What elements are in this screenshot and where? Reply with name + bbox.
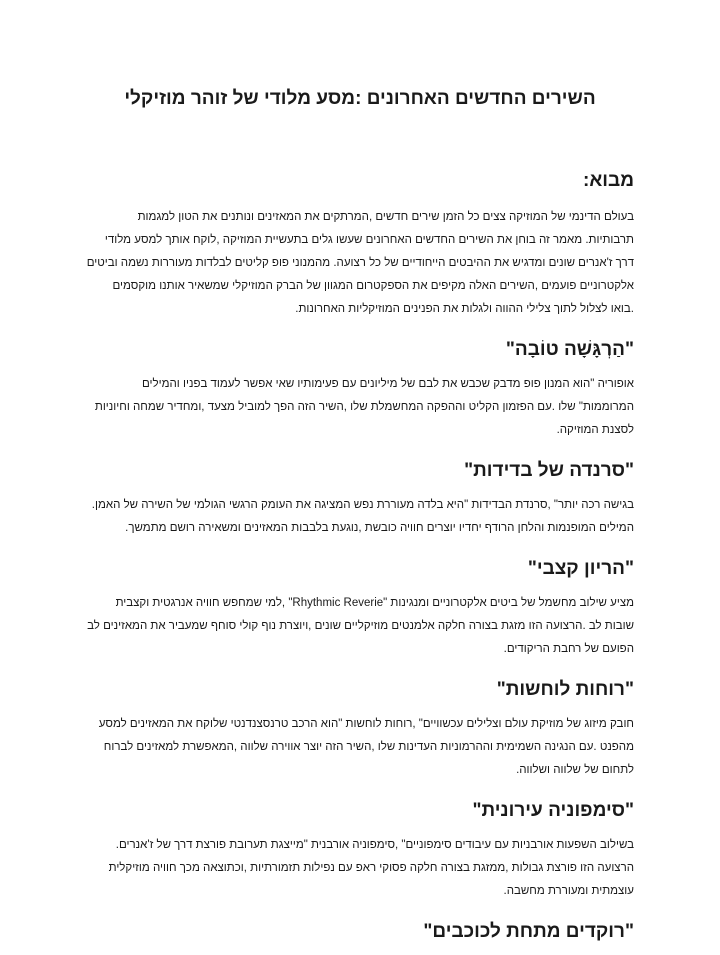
song-paragraph-serenade-of-solitude: בגישה רכה יותר" ,סרנדת הבדידות "היא בלדה מעוררת נפש המציגה את העומק הרגשי הגולמי של השירה של האמן. המילים המופנמות והלחן הרודף יחדיו יוצרים חוויה כובשת ,נוגעת בלבבות המאזינים ומשאירה רושם מתמשך.	[91, 499, 634, 534]
intro-heading: מבוא:	[583, 170, 634, 191]
song-heading-urban-symphony: "סימפוניה עירונית"	[472, 800, 634, 821]
song-heading-rhythmic-reverie: "הריון קצבי"	[527, 558, 634, 579]
intro-paragraph: בעולם הדינמי של המוזיקה צצים כל הזמן שירים חדשים ,המרתקים את המאזינים ונותנים את הטון למגמות תרבותיות. מאמר זה בוחן את השירים החדשים האחרונים שעשו גלים בתעשיית המוזיקה ,לוקח אותך למסע מלודי דרך ז'אנרים שונים ומדגיש את ההיבטים הייחודיים של כל רצועה. מהמנוני פופ קליטים לבלדות מעוררות נשמה וביטים אלקטרוניים פועמים ,השירים האלה מקיפים את הספקטרום המגוון של הברק המוזיקלי שמשאיר אותנו מוקסמים .בואו לצלול לתוך צלילי ההווה ולגלות את הפנינים המוזיקליות האחרונות.	[86, 211, 634, 315]
song-heading-good-feeling: "הַרְגָּשָׁה טוֹבָה"	[505, 339, 634, 360]
document-body	[86, 168, 634, 955]
song-heading-whispering-winds: "רוחות לוחשות"	[496, 679, 634, 700]
song-heading-dancing-under-the-stars: "רוקדים מתחת לכוכבים"	[423, 921, 634, 942]
song-paragraph-rhythmic-reverie: מציע שילוב מחשמל של ביטים אלקטרוניים ומנגינות "Rhythmic Reverie" ,למי שמחפש חוויה אנרגטית וקצבית שובות לב .הרצועה הזו מזגת בצורה חלקה אלמנטים מוזיקליים שונים ,ויוצרת נוף קולי סוחף שמעביר את המאזינים לב הפועם של רחבת הריקודים.	[87, 597, 634, 655]
song-paragraph-whispering-winds: חובק מיזוג של מוזיקת עולם וצלילים עכשוויים" ,רוחות לוחשות "הוא הרכב טרנסצנדנטי שלוקח את המאזינים למסע מהפנט .עם הנגינה השמימית וההרמוניות העדינות שלו ,השיר הזה יוצר אווירה שלווה ,המאפשרת למאזינים לברוח לתחום של שלווה ושלווה.	[98, 718, 634, 776]
song-paragraph-good-feeling: אופוריה "הוא המנון פופ מדבק שכבש את לבם של מיליונים עם פעימותיו שאי אפשר לעמוד בפניו והמילים המרוממות" שלו .עם הפזמון הקליט וההפקה המחשמלת שלו ,השיר הזה הפך למוביל מצעד ,ומחדיר שמחה וחיוניות לסצנת המוזיקה.	[94, 378, 634, 436]
song-heading-serenade-of-solitude: "סרנדה של בדידות"	[464, 460, 634, 481]
document-title: השירים החדשים האחרונים :מסע מלודי של זוהר מוזיקלי	[124, 88, 596, 109]
song-paragraph-urban-symphony: בשילוב השפעות אורבניות עם עיבודים סימפוניים" ,סימפוניה אורבנית "מייצגת תערובת פורצת דרך של ז'אנרים. הרצועה הזו פורצת גבולות ,ממזגת בצורה חלקה פסוקי ראפ עם נפילות תזמורתיות ,וכתוצאה מכך חוויה מוזיקלית עוצמתית ומעוררת מחשבה.	[108, 839, 634, 897]
